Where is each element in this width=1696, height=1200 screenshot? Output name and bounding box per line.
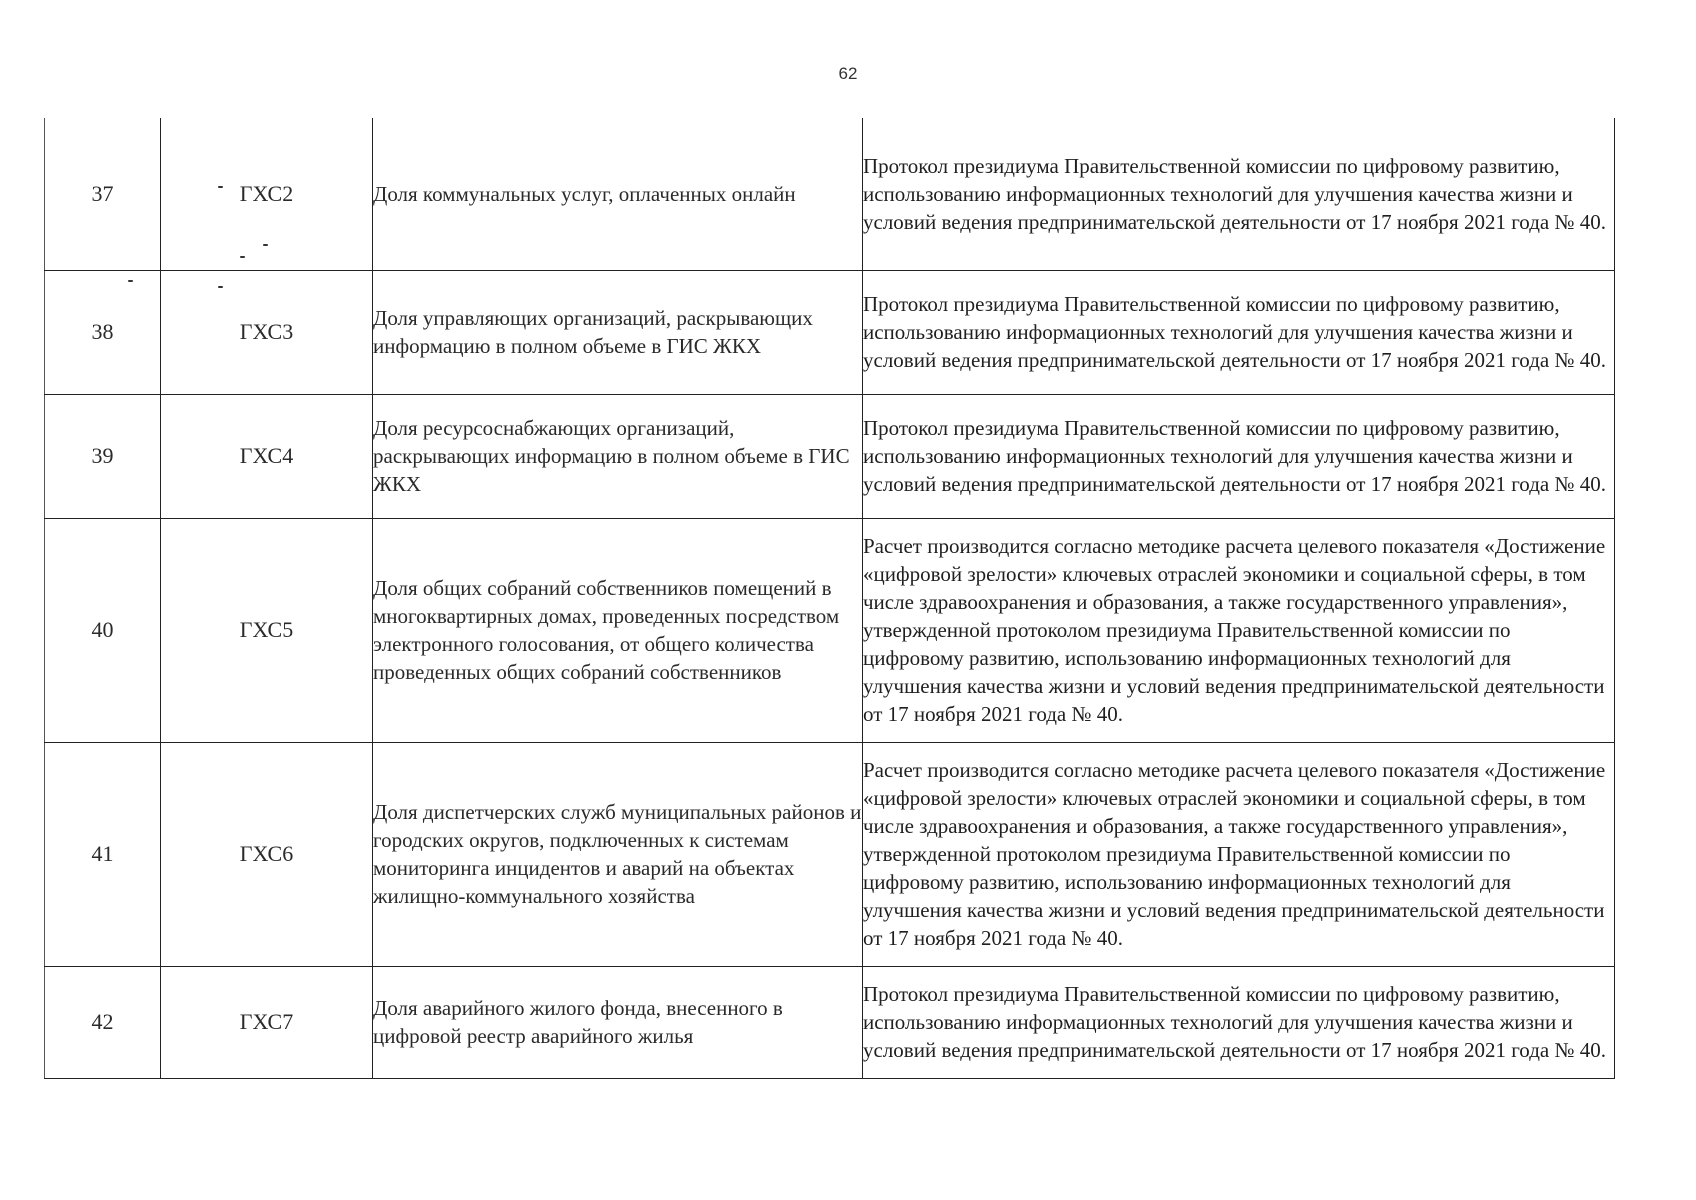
indicator-name: Доля общих собраний собственников помещений в многоквартирных домах, проведенных посредством электронного голосования, от общего количества проведенных общих собраний собственников	[373, 518, 863, 742]
indicator-source: Протокол президиума Правительственной комиссии по цифровому развитию, использованию информационных технологий для улучшения качества жизни и условий ведения предпринимательской деятельности от 17 ноября 2021 года № 40.	[863, 118, 1615, 270]
indicator-code: ГХС5	[161, 518, 373, 742]
indicator-source: Расчет производится согласно методике расчета целевого показателя «Достижение «цифровой зрелости» ключевых отраслей экономики и социальной сферы, в том числе здравоохранения и образования, а также государственного управления», утвержденной протоколом президиума Правительственной комиссии по цифровому развитию, использованию информационных технологий для улучшения качества жизни и условий ведения предпринимательской деятельности от 17 ноября 2021 года № 40.	[863, 518, 1615, 742]
table-row	[45, 966, 1615, 1078]
indicator-code: ГХС3	[161, 270, 373, 394]
table-row	[45, 270, 1615, 394]
indicator-source: Протокол президиума Правительственной комиссии по цифровому развитию, использованию информационных технологий для улучшения качества жизни и условий ведения предпринимательской деятельности от 17 ноября 2021 года № 40.	[863, 394, 1615, 518]
scan-speck	[128, 280, 133, 282]
indicator-name: Доля диспетчерских служб муниципальных районов и городских округов, подключенных к системам мониторинга инцидентов и аварий на объектах жилищно-коммунального хозяйства	[373, 742, 863, 966]
scan-speck	[263, 244, 268, 246]
table-row	[45, 118, 1615, 270]
indicator-name: Доля ресурсоснабжающих организаций, раскрывающих информацию в полном объеме в ГИС ЖКХ	[373, 394, 863, 518]
indicator-code: ГХС2	[161, 118, 373, 270]
indicator-code: ГХС7	[161, 966, 373, 1078]
row-number: 40	[45, 518, 161, 742]
row-number: 41	[45, 742, 161, 966]
scan-speck	[240, 256, 245, 258]
indicator-code: ГХС4	[161, 394, 373, 518]
page-number: 62	[838, 64, 858, 83]
indicator-source: Протокол президиума Правительственной комиссии по цифровому развитию, использованию информационных технологий для улучшения качества жизни и условий ведения предпринимательской деятельности от 17 ноября 2021 года № 40.	[863, 270, 1615, 394]
table-row	[45, 394, 1615, 518]
row-number: 42	[45, 966, 161, 1078]
table-row	[45, 518, 1615, 742]
indicator-code: ГХС6	[161, 742, 373, 966]
scan-speck	[218, 286, 223, 288]
indicators-table	[44, 118, 1615, 1079]
indicator-name: Доля коммунальных услуг, оплаченных онлайн	[373, 118, 863, 270]
scan-speck	[218, 186, 223, 188]
indicator-name: Доля аварийного жилого фонда, внесенного в цифровой реестр аварийного жилья	[373, 966, 863, 1078]
indicator-name: Доля управляющих организаций, раскрывающих информацию в полном объеме в ГИС ЖКХ	[373, 270, 863, 394]
indicator-source: Протокол президиума Правительственной комиссии по цифровому развитию, использованию информационных технологий для улучшения качества жизни и условий ведения предпринимательской деятельности от 17 ноября 2021 года № 40.	[863, 966, 1615, 1078]
row-number: 39	[45, 394, 161, 518]
row-number: 37	[45, 118, 161, 270]
row-number: 38	[45, 270, 161, 394]
indicator-source: Расчет производится согласно методике расчета целевого показателя «Достижение «цифровой зрелости» ключевых отраслей экономики и социальной сферы, в том числе здравоохранения и образования, а также государственного управления», утвержденной протоколом президиума Правительственной комиссии по цифровому развитию, использованию информационных технологий для улучшения качества жизни и условий ведения предпринимательской деятельности от 17 ноября 2021 года № 40.	[863, 742, 1615, 966]
table-row	[45, 742, 1615, 966]
